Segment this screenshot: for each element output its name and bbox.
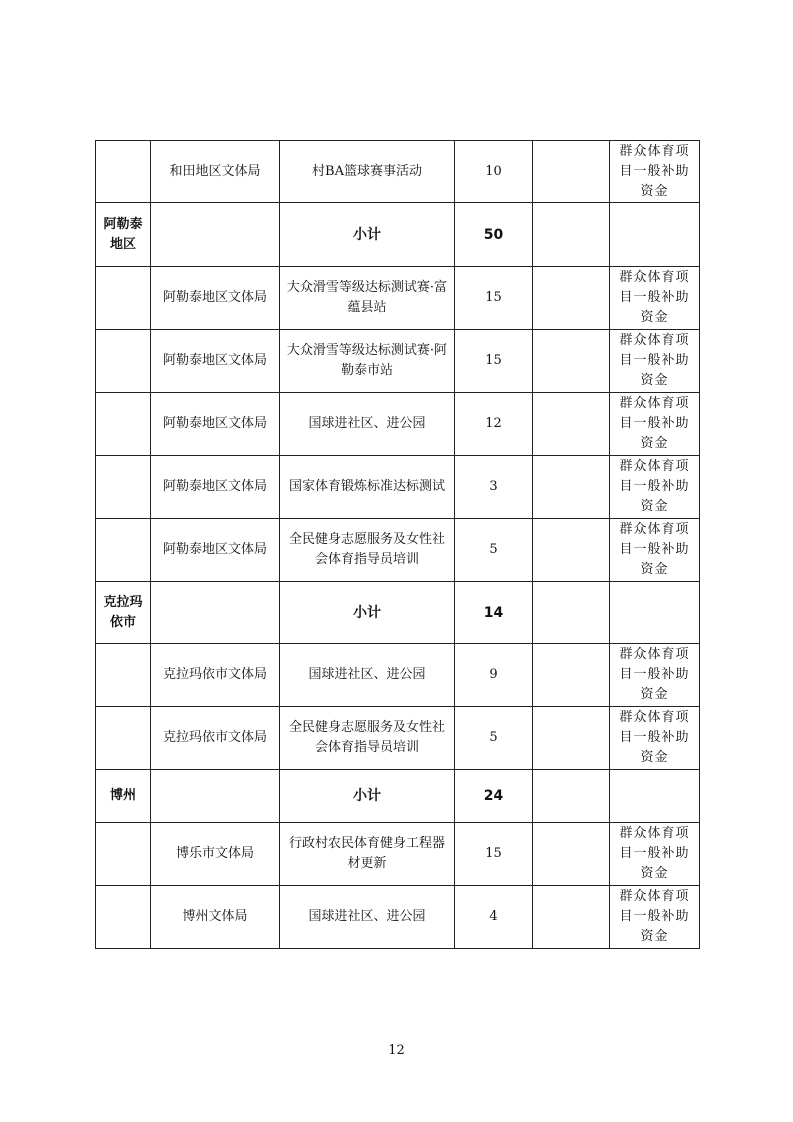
- category-cell: 群众体育项目一般补助资金: [610, 141, 700, 203]
- subtotal-amount: 50: [455, 203, 533, 267]
- table-row: [96, 823, 700, 886]
- region-cell: [96, 519, 151, 582]
- subtotal-label: 小计: [280, 203, 455, 267]
- table-row: [96, 267, 700, 330]
- dept-cell: 阿勒泰地区文体局: [151, 456, 280, 519]
- dept-cell: 阿勒泰地区文体局: [151, 519, 280, 582]
- project-cell: 全民健身志愿服务及女性社会体育指导员培训: [280, 707, 455, 770]
- dept-cell: 阿勒泰地区文体局: [151, 330, 280, 393]
- category-cell: 群众体育项目一般补助资金: [610, 707, 700, 770]
- table-row: [96, 456, 700, 519]
- project-cell: 全民健身志愿服务及女性社会体育指导员培训: [280, 519, 455, 582]
- region-cell: [96, 707, 151, 770]
- subtotal-row: [96, 582, 700, 644]
- blank-cell: [533, 582, 610, 644]
- category-cell: [610, 203, 700, 267]
- amount-cell: 3: [455, 456, 533, 519]
- blank-cell: [533, 393, 610, 456]
- amount-cell: 4: [455, 886, 533, 949]
- blank-cell: [533, 770, 610, 823]
- dept-cell: 克拉玛依市文体局: [151, 707, 280, 770]
- dept-cell: [151, 203, 280, 267]
- region-cell: [96, 393, 151, 456]
- category-cell: 群众体育项目一般补助资金: [610, 519, 700, 582]
- dept-cell: 克拉玛依市文体局: [151, 644, 280, 707]
- category-cell: 群众体育项目一般补助资金: [610, 823, 700, 886]
- blank-cell: [533, 141, 610, 203]
- project-cell: 大众滑雪等级达标测试赛·富蕴县站: [280, 267, 455, 330]
- blank-cell: [533, 707, 610, 770]
- region-cell: 阿勒泰地区: [96, 203, 151, 267]
- subtotal-row: [96, 203, 700, 267]
- subtotal-label: 小计: [280, 582, 455, 644]
- subtotal-row: [96, 770, 700, 823]
- region-cell: [96, 330, 151, 393]
- project-cell: 国球进社区、进公园: [280, 393, 455, 456]
- region-cell: 克拉玛依市: [96, 582, 151, 644]
- region-cell: [96, 456, 151, 519]
- blank-cell: [533, 519, 610, 582]
- region-cell: [96, 886, 151, 949]
- dept-cell: [151, 582, 280, 644]
- region-cell: [96, 823, 151, 886]
- dept-cell: [151, 770, 280, 823]
- project-cell: 大众滑雪等级达标测试赛·阿勒泰市站: [280, 330, 455, 393]
- project-cell: 国家体育锻炼标准达标测试: [280, 456, 455, 519]
- amount-cell: 5: [455, 707, 533, 770]
- blank-cell: [533, 823, 610, 886]
- project-cell: 国球进社区、进公园: [280, 886, 455, 949]
- category-cell: [610, 770, 700, 823]
- amount-cell: 15: [455, 330, 533, 393]
- dept-cell: 和田地区文体局: [151, 141, 280, 203]
- table-row: [96, 519, 700, 582]
- dept-cell: 博州文体局: [151, 886, 280, 949]
- page-number: 12: [388, 1043, 405, 1058]
- amount-cell: 10: [455, 141, 533, 203]
- region-cell: 博州: [96, 770, 151, 823]
- blank-cell: [533, 330, 610, 393]
- blank-cell: [533, 456, 610, 519]
- funding-table: [95, 140, 700, 949]
- dept-cell: 阿勒泰地区文体局: [151, 267, 280, 330]
- blank-cell: [533, 886, 610, 949]
- amount-cell: 12: [455, 393, 533, 456]
- table-row: [96, 393, 700, 456]
- project-cell: 国球进社区、进公园: [280, 644, 455, 707]
- table-row: [96, 707, 700, 770]
- dept-cell: 阿勒泰地区文体局: [151, 393, 280, 456]
- subtotal-label: 小计: [280, 770, 455, 823]
- funding-table-body: [96, 141, 700, 949]
- region-cell: [96, 644, 151, 707]
- subtotal-amount: 14: [455, 582, 533, 644]
- category-cell: [610, 582, 700, 644]
- project-cell: 村BA篮球赛事活动: [280, 141, 455, 203]
- category-cell: 群众体育项目一般补助资金: [610, 267, 700, 330]
- region-cell: [96, 141, 151, 203]
- subtotal-amount: 24: [455, 770, 533, 823]
- category-cell: 群众体育项目一般补助资金: [610, 393, 700, 456]
- table-row: [96, 886, 700, 949]
- amount-cell: 5: [455, 519, 533, 582]
- blank-cell: [533, 267, 610, 330]
- amount-cell: 15: [455, 823, 533, 886]
- table-row: [96, 330, 700, 393]
- dept-cell: 博乐市文体局: [151, 823, 280, 886]
- category-cell: 群众体育项目一般补助资金: [610, 330, 700, 393]
- project-cell: 行政村农民体育健身工程器材更新: [280, 823, 455, 886]
- amount-cell: 9: [455, 644, 533, 707]
- table-row: [96, 644, 700, 707]
- category-cell: 群众体育项目一般补助资金: [610, 456, 700, 519]
- amount-cell: 15: [455, 267, 533, 330]
- region-cell: [96, 267, 151, 330]
- blank-cell: [533, 203, 610, 267]
- category-cell: 群众体育项目一般补助资金: [610, 886, 700, 949]
- blank-cell: [533, 644, 610, 707]
- table-row: [96, 141, 700, 203]
- category-cell: 群众体育项目一般补助资金: [610, 644, 700, 707]
